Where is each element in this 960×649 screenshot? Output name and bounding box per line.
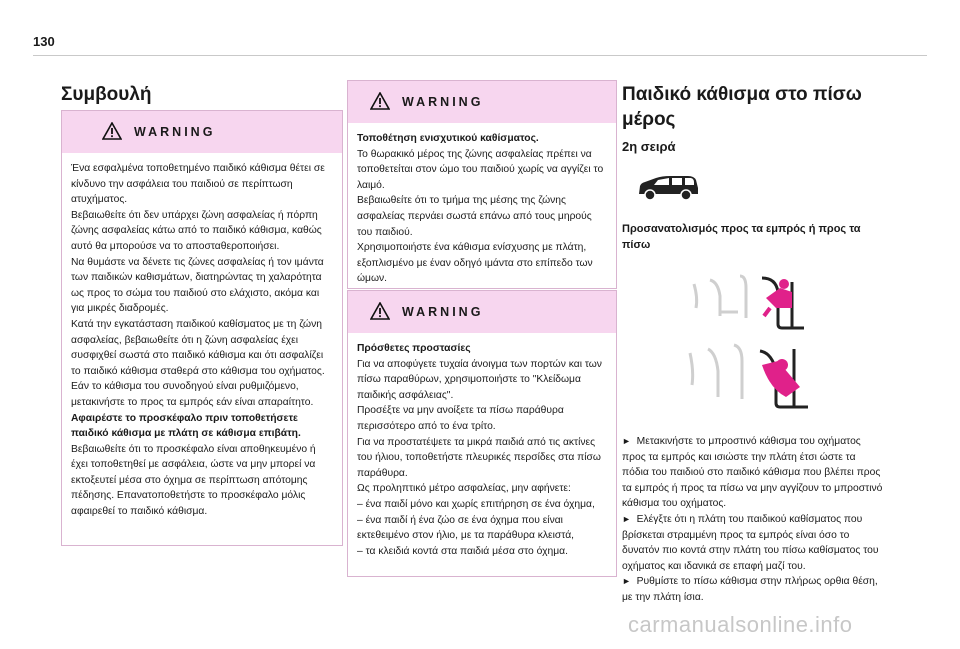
warning-body xyxy=(348,123,616,295)
warning-paragraph: Χρησιμοποιήστε ένα κάθισμα ενίσχυσης με πλάτη, εξοπλισμένο με έναν οδηγό ιμάντα στο επίπεδο των ώμων. xyxy=(357,242,593,285)
warning-body xyxy=(348,333,616,567)
warning-box-protection xyxy=(347,290,617,577)
warning-paragraph-bold: Τοποθέτηση ενισχυτικού καθίσματος. xyxy=(357,133,539,144)
header-divider xyxy=(33,55,927,56)
warning-header xyxy=(62,111,342,153)
warning-paragraph-bold: Αφαιρέστε το προσκέφαλο πριν τοποθετήσετε παιδικό κάθισμα με πλάτη σε κάθισμα επιβάτη. xyxy=(71,412,301,440)
warning-paragraph: Βεβαιωθείτε ότι το τμήμα της μέσης της ζώνης ασφαλείας περνάει σωστά επάνω από τους μηρούς του παιδιού. xyxy=(357,195,592,238)
warning-paragraph: Το θωρακικό μέρος της ζώνης ασφαλείας πρέπει να τοποθετείται στον ώμο του παιδιού χωρίς να αγγίζει το λαιμό. xyxy=(357,148,604,191)
row-heading: 2η σειρά xyxy=(622,139,676,154)
warning-header xyxy=(348,81,616,123)
instruction-item xyxy=(622,512,884,574)
warning-paragraph: Για να αποφύγετε τυχαία άνοιγμα των πορτών και των πίσω παραθύρων, χρησιμοποιήστε το "Κλείδωμα παιδικής ασφάλειας". xyxy=(357,358,602,401)
car-icon xyxy=(636,174,700,202)
instruction-item xyxy=(622,434,884,512)
warning-paragraph: Ένα εσφαλμένα τοποθετημένο παιδικό κάθισμα θέτει σε κίνδυνο την ασφάλεια του παιδιού σε περίπτωση ατυχήματος. xyxy=(71,163,325,206)
warning-paragraph: Ως προληπτικό μέτρο ασφαλείας, μην αφήνετε: xyxy=(357,483,571,495)
warning-triangle-icon xyxy=(370,92,390,110)
rear-seat-title: Παιδικό κάθισμα στο πίσω μέρος xyxy=(622,84,862,130)
warning-paragraph: Κατά την εγκατάσταση παιδικού καθίσματος με τη ζώνη ασφαλείας, βεβαιωθείτε ότι η ζώνη ασφαλείας έχει συσφιχθεί σωστά στο παιδικό κάθισμα και ότι ασφαλίζει το παιδικό κάθισμα σταθερά στο κάθισμα του οχήματος. Εάν το κάθισμα του συνοδηγού είναι ρυθμιζόμενο, μετακινήστε το προς τα εμπρός εάν είναι απαραίτητο. xyxy=(71,318,325,408)
bullet-arrow-icon: ► xyxy=(622,513,631,524)
warning-paragraph: Να θυμάστε να δένετε τις ζώνες ασφαλείας ή τον ιμάντα των παιδικών καθισμάτων, διατηρώντας τη χαλαρότητα ως προς το σώμα του παιδιού στο ελάχιστο, ακόμα και για μικρές διαδρομές. xyxy=(71,256,324,315)
warning-box-booster xyxy=(347,80,617,289)
watermark: carmanualsonline.info xyxy=(628,612,853,637)
warning-paragraph: Προσέξτε να μην ανοίξετε τα πίσω παράθυρα περισσότερο από το ένα τρίτο. xyxy=(357,405,564,432)
instruction-item xyxy=(622,574,884,605)
warning-label: WARNING xyxy=(402,95,484,109)
warning-triangle-icon xyxy=(370,302,390,320)
warning-paragraph: – ένα παιδί μόνο και χωρίς επιτήρηση σε ένα όχημα, xyxy=(357,498,595,510)
forward-facing-seat-illustration xyxy=(680,272,810,332)
rear-facing-seat-illustration xyxy=(676,341,816,411)
instruction-text: Ελέγξτε ότι η πλάτη του παιδικού καθίσματος που βρίσκεται στραμμένη προς τα εμπρός είναι όσο το δυνατόν πιο κοντά στην πλάτη του πίσω καθίσματος του οχήματος και ιδανικά σε επαφή μαζί του. xyxy=(622,513,879,572)
instruction-text: Μετακινήστε το μπροστινό κάθισμα του οχήματος προς τα εμπρός και ισιώστε την πλάτη έτσι ώστε τα πόδια του παιδιού στο παιδικό κάθισμα που βλέπει προς τα εμπρός ή προς τα πίσω να μην αγγίζουν το μπροστινό κάθισμα του οχήματος. xyxy=(622,436,883,510)
warning-paragraph: – τα κλειδιά κοντά στα παιδιά μέσα στο όχημα. xyxy=(357,545,568,557)
warning-box-left xyxy=(61,110,343,546)
warning-body xyxy=(62,153,342,528)
advice-title: Συμβουλή xyxy=(61,84,152,105)
page-number: 130 xyxy=(33,34,55,49)
instruction-text: Ρυθμίστε το πίσω κάθισμα στην πλήρως ορθια θέση, με την πλάτη ίσια. xyxy=(622,576,878,603)
warning-paragraph: – ένα παιδί ή ένα ζώο σε ένα όχημα που είναι εκτεθειμένο στον ήλιο, με τα παράθυρα κλειστά, xyxy=(357,514,575,542)
warning-header xyxy=(348,291,616,333)
orientation-heading: Προσανατολισμός προς τα εμπρός ή προς τα πίσω xyxy=(622,223,861,251)
bullet-arrow-icon: ► xyxy=(622,576,631,587)
warning-paragraph: Για να προστατέψετε τα μικρά παιδιά από τις ακτίνες του ήλιου, τοποθετήστε πλευρικές περσίδες στα πίσω παράθυρα. xyxy=(357,436,601,479)
warning-triangle-icon xyxy=(102,122,122,140)
warning-paragraph: Βεβαιωθείτε ότι το προσκέφαλο είναι αποθηκευμένο ή έχει τοποθετηθεί με ασφάλεια, ώστε να μην μπορεί να εκτοξευτεί μέσα στο όχημα σε περίπτωση απότομης πέδησης. Επανατοποθετήστε το προσκέφαλο μόλις αφαιρεθεί το παιδικό κάθισμα. xyxy=(71,443,316,518)
warning-paragraph: Βεβαιωθείτε ότι δεν υπάρχει ζώνη ασφαλείας ή πόρπη ζώνης ασφαλείας κάτω από το παιδικό κάθισμα, καθώς αυτό θα μπορούσε να το αποσταθεροποιήσει. xyxy=(71,209,322,252)
instructions xyxy=(622,434,884,606)
bullet-arrow-icon: ► xyxy=(622,436,631,446)
warning-label: WARNING xyxy=(402,305,484,319)
warning-paragraph-bold: Πρόσθετες προστασίες xyxy=(357,343,471,354)
warning-label: WARNING xyxy=(134,125,216,139)
